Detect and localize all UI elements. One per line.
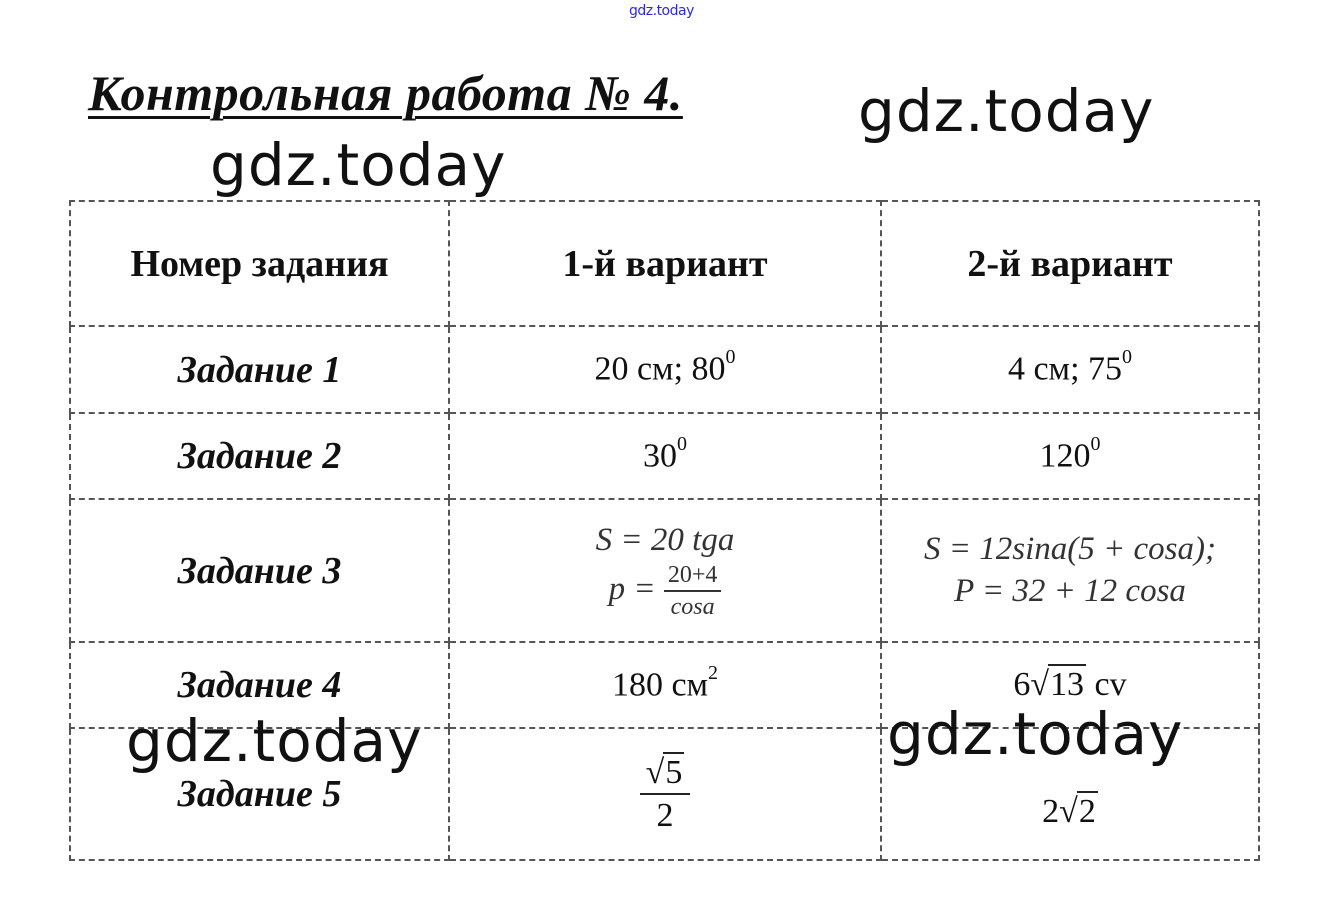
fraction [640,754,691,835]
square-root: √5 [645,753,683,791]
header-task-number: Номер задания [70,201,449,326]
variant-1-answer [449,728,881,860]
task-label: Задание 3 [70,499,449,642]
square-root: √13 [1030,666,1085,703]
watermark-small: gdz.today [629,3,694,19]
watermark: gdz.today [210,131,507,199]
fraction-numerator [640,754,691,795]
variant-2-answer: $120^0$ [881,413,1259,499]
formula-perimeter: p = $\frac{20+4}{\cos a}$ [450,562,880,621]
fraction-denominator: cosa [670,594,715,621]
fraction [664,562,722,621]
watermark: gdz.today [126,707,423,775]
variant-2-answer: 4 см; $75^0$ [881,326,1259,413]
square-root: √2 [1059,793,1096,830]
table-row [70,326,1259,413]
variant-2-answer: 6√13 cv [881,642,1259,728]
table-row [70,499,1259,642]
table-row [70,413,1259,499]
variant-1-answer [449,499,881,642]
formula-area: S = 20 tga [595,522,735,559]
formula-perimeter: P = 32 + 12 cosa [954,572,1186,609]
variant-2-answer: 2√2 [881,728,1259,860]
fraction-denominator: 2 [656,797,674,834]
header-variant-2: 2-й вариант [881,201,1259,326]
table-header-row [70,201,1259,326]
task-label: Задание 5 [70,728,449,860]
task-label: Задание 2 [70,413,449,499]
variant-2-answer [881,499,1259,642]
task-label: Задание 1 [70,326,449,413]
fraction-numerator: 20+4 [664,562,722,592]
header-variant-1: 1-й вариант [449,201,881,326]
watermark: gdz.today [887,700,1184,768]
variant-1-answer: 20 см; $80^0$ [449,326,881,413]
variant-1-answer: $30^0$ [449,413,881,499]
formula-area: S = 12sina(5 + cosa); [923,531,1216,568]
variant-1-answer: 180 $см^2$ [449,642,881,728]
task-label: Задание 4 [70,642,449,728]
watermark: gdz.today [858,77,1155,145]
page-title: Контрольная работа № 4. [88,65,683,121]
